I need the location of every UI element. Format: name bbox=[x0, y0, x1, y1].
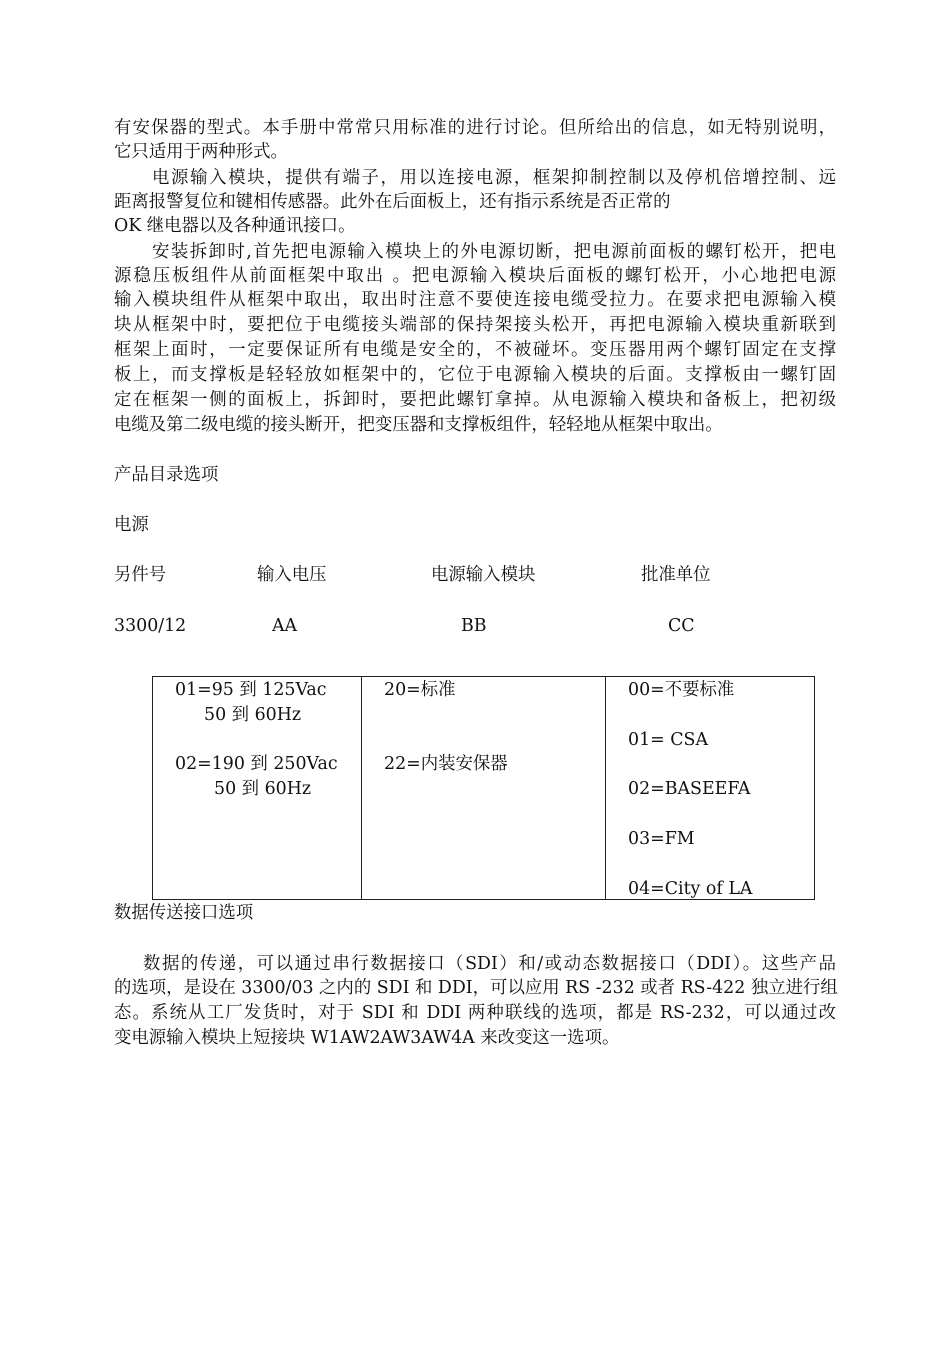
approval-option: 03=FM bbox=[628, 829, 695, 849]
module-option: 22=内装安保器 bbox=[384, 754, 508, 774]
part-number-code: 3300/12 bbox=[114, 616, 187, 636]
intro-line: 它只适用于两种形式。 bbox=[114, 142, 288, 162]
module-code: BB bbox=[461, 616, 487, 636]
column-divider bbox=[361, 677, 362, 899]
voltage-option-code: 02=190 到 250Vac bbox=[175, 754, 338, 774]
install-paragraph-line: 板上，而支撑板是轻轻放如框架中的，它位于电源输入模块的后面。支撑板由一螺钉固 bbox=[114, 365, 836, 385]
column-header-input-voltage: 输入电压 bbox=[257, 565, 327, 585]
options-table bbox=[152, 676, 815, 900]
data-interface-line: 态。系统从工厂发货时，对于 SDI 和 DDI 两种联线的选项，都是 RS-232，可以通过改 bbox=[114, 1003, 836, 1023]
install-paragraph-line: 输入模块组件从框架中取出，取出时注意不要使连接电缆受拉力。在要求把电源输入模 bbox=[114, 290, 836, 310]
install-paragraph-line: 源稳压板组件从前面框架中取出 。把电源输入模块后面板的螺钉松开，小心地把电源 bbox=[114, 266, 836, 286]
data-interface-line: 数据的传递，可以通过串行数据接口（SDI）和/或动态数据接口（DDI）。这些产品 bbox=[143, 954, 836, 974]
column-header-approval: 批准单位 bbox=[641, 565, 711, 585]
install-paragraph-line: 定在框架一侧的面板上，拆卸时，要把此螺钉拿掉。从电源输入模块和备板上，把初级 bbox=[114, 390, 836, 410]
data-interface-line: 的选项，是设在 3300/03 之内的 SDI 和 DDI，可以应用 RS -232 或者 RS-422 独立进行组 bbox=[114, 978, 838, 998]
module-paragraph-line: 电源输入模块，提供有端子，用以连接电源，框架抑制控制以及停机倍增控制、远 bbox=[152, 168, 836, 188]
intro-line: 有安保器的型式。本手册中常常只用标准的进行讨论。但所给出的信息，如无特别说明， bbox=[114, 118, 836, 138]
approval-option: 02=BASEEFA bbox=[628, 779, 751, 799]
approval-code: CC bbox=[668, 616, 695, 636]
module-option: 20=标准 bbox=[384, 680, 456, 700]
column-header-power-module: 电源输入模块 bbox=[431, 565, 536, 585]
data-interface-heading: 数据传送接口选项 bbox=[114, 903, 254, 923]
install-paragraph-line: 框架上面时，一定要保证所有电缆是安全的，不被碰坏。变压器用两个螺钉固定在支撑 bbox=[114, 340, 836, 360]
voltage-option-frequency: 50 到 60Hz bbox=[214, 779, 312, 799]
install-paragraph-line: 电缆及第二级电缆的接头断开，把变压器和支撑板组件，轻轻地从框架中取出。 bbox=[114, 415, 723, 435]
catalog-heading: 产品目录选项 bbox=[114, 465, 219, 485]
voltage-option-frequency: 50 到 60Hz bbox=[204, 705, 302, 725]
data-interface-line: 变电源输入模块上短接块 W1AW2AW3AW4A 来改变这一选项。 bbox=[114, 1028, 620, 1048]
approval-option: 04=City of LA bbox=[628, 879, 753, 899]
install-paragraph-line: 安装拆卸时,首先把电源输入模块上的外电源切断，把电源前面板的螺钉松开，把电 bbox=[152, 242, 836, 262]
voltage-option-code: 01=95 到 125Vac bbox=[175, 680, 327, 700]
module-paragraph-line: 距离报警复位和键相传感器。此外在后面板上，还有指示系统是否正常的 bbox=[114, 192, 671, 212]
power-heading: 电源 bbox=[114, 515, 149, 535]
column-divider bbox=[605, 677, 606, 899]
approval-option: 00=不要标准 bbox=[628, 680, 735, 700]
voltage-code: AA bbox=[272, 616, 298, 636]
install-paragraph-line: 块从框架中时，要把位于电缆接头端部的保持架接头松开，再把电源输入模块重新联到 bbox=[114, 315, 836, 335]
approval-option: 01= CSA bbox=[628, 730, 709, 750]
module-paragraph-line: OK 继电器以及各种通讯接口。 bbox=[114, 216, 356, 236]
column-header-part-number: 另件号 bbox=[114, 565, 167, 585]
